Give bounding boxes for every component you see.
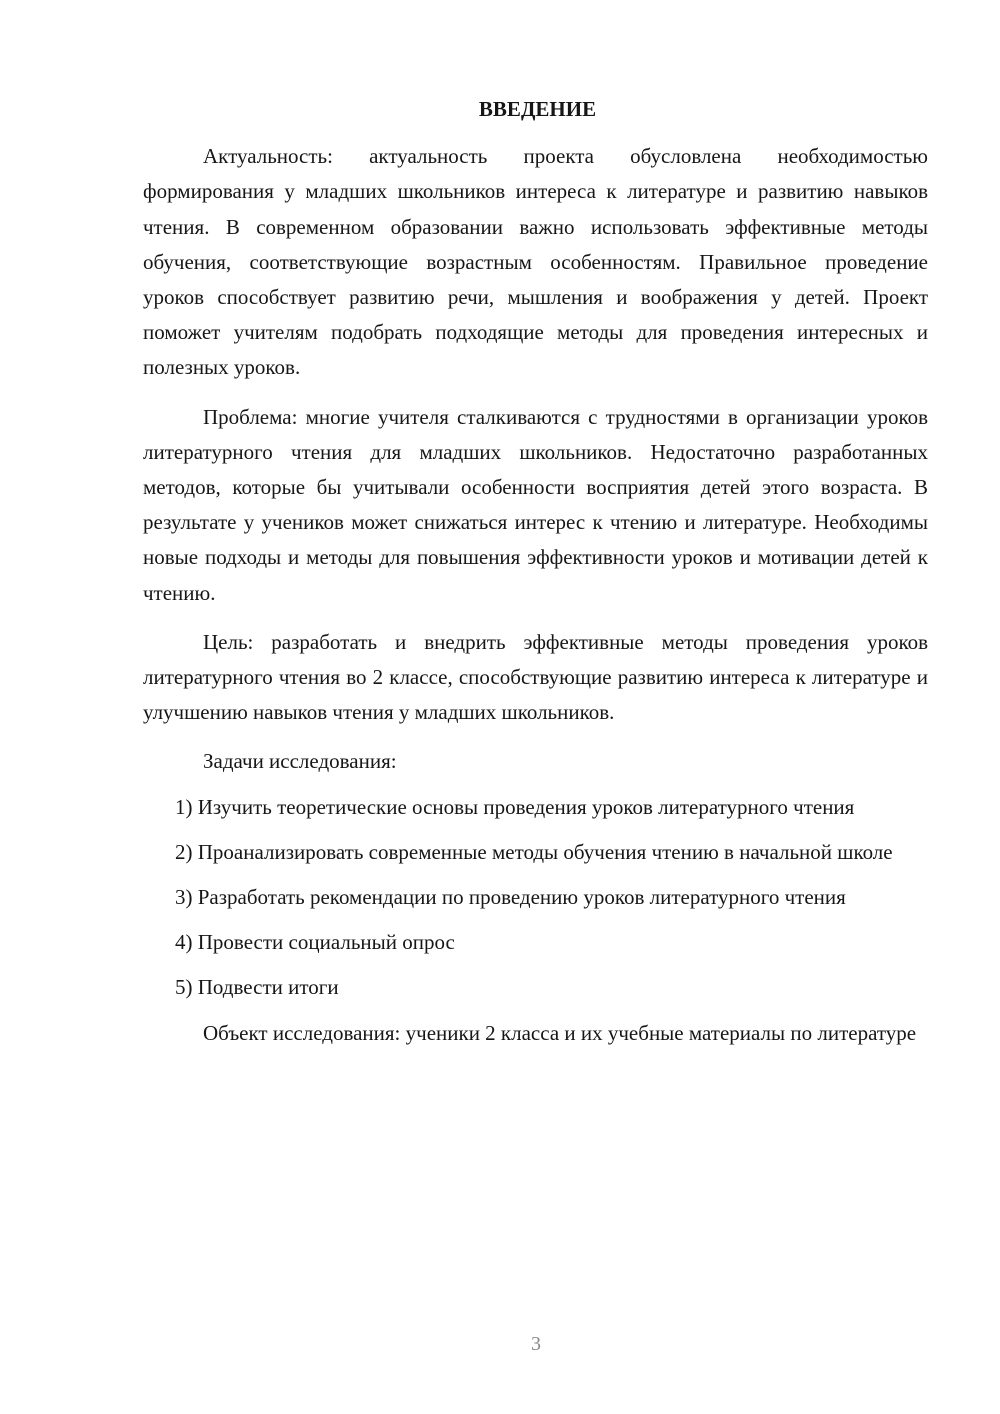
page-number: 3 (531, 1333, 541, 1355)
task-item: 3) Разработать рекомендации по проведению уроков литературного чтения (175, 885, 846, 910)
goal-paragraph: Цель: разработать и внедрить эффективные методы проведения уроков литературного чтения во 2 классе, способствующие развитию интереса к литературе и улучшению навыков чтения у младших школьников. (143, 629, 928, 725)
relevance-paragraph: Актуальность: актуальность проекта обусловлена необходимостью формирования у младших школьников интереса к литературе и развитию навыков чтения. В современном образовании важно использовать эффективные методы обучения, соответствующие возрастным особенностям. Правильное проведение уроков способствует развитию речи, мышления и воображения у детей. Проект поможет учителям подобрать подходящие методы для проведения интересных и полезных уроков. (143, 144, 928, 380)
task-item: 2) Проанализировать современные методы обучения чтению в начальной школе (175, 839, 893, 864)
tasks-heading: Задачи исследования: (203, 749, 397, 774)
page-content (143, 92, 928, 1065)
section-title: ВВЕДЕНИЕ (478, 97, 597, 121)
task-item: 4) Провести социальный опрос (175, 930, 455, 955)
object-paragraph: Объект исследования: ученики 2 класса и их учебные материалы по литературе (203, 1020, 917, 1045)
problem-paragraph: Проблема: многие учителя сталкиваются с трудностями в организации уроков литературного чтения для младших школьников. Недостаточно разработанных методов, которые бы учитывали особенности восприятия детей этого возраста. В результате у учеников может снижаться интерес к чтению и литературе. Необходимы новые подходы и методы для повышения эффективности уроков и мотивации детей к чтению. (143, 404, 928, 605)
task-item: 1) Изучить теоретические основы проведения уроков литературного чтения (175, 794, 855, 819)
task-item: 5) Подвести итоги (175, 975, 339, 1000)
